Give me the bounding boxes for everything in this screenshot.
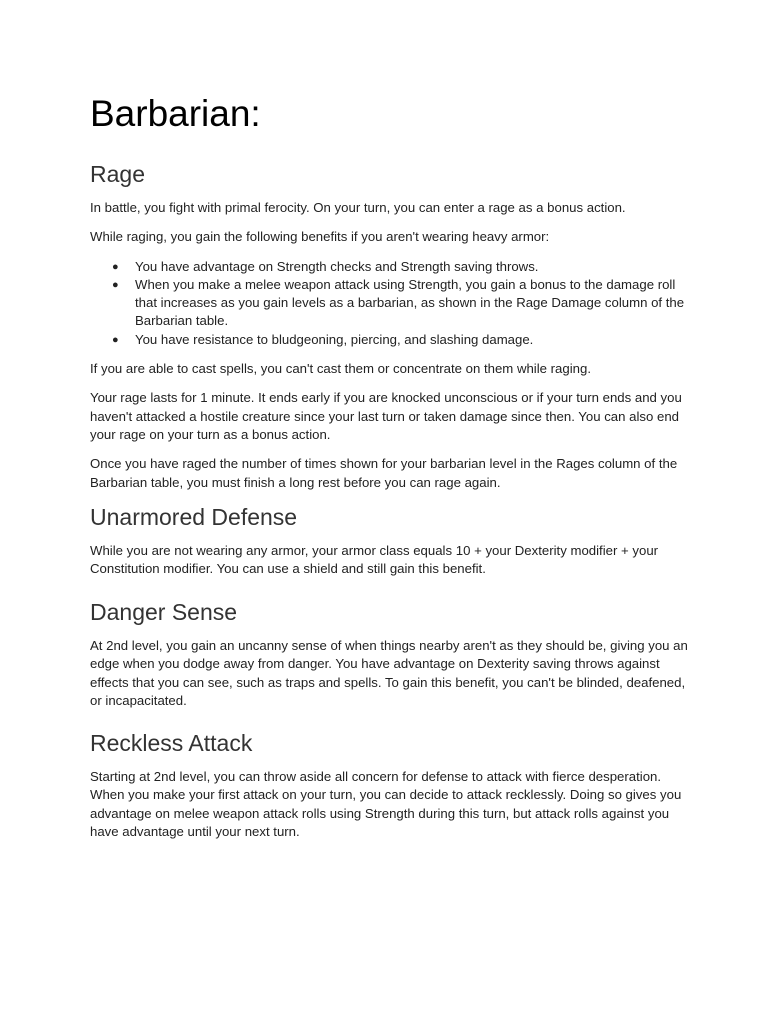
section-heading: Rage — [90, 161, 145, 187]
section-heading: Danger Sense — [90, 599, 238, 625]
paragraph: Once you have raged the number of times shown for your barbarian level in the Rages column of the Barbarian table, you must finish a long rest before you can rage again. — [90, 456, 678, 490]
paragraph: In battle, you fight with primal ferocity. On your turn, you can enter a rage as a bonus action. — [90, 200, 626, 215]
bullet-icon: ● — [112, 278, 119, 291]
paragraph: Starting at 2nd level, you can throw aside all concern for defense to attack with fierce desperation. When you make your first attack on your turn, you can decide to attack recklessly. Doing so gives you advantage on melee weapon attack rolls using Strength during this turn, but attack rolls against you have advantage until your next turn. — [90, 769, 682, 839]
document-title: Barbarian: — [90, 93, 261, 134]
paragraph: If you are able to cast spells, you can't cast them or concentrate on them while raging. — [90, 361, 591, 377]
paragraph: While you are not wearing any armor, your armor class equals 10 + your Dexterity modifier + your Constitution modifier. You can use a shield and still gain this benefit. — [90, 543, 659, 577]
section-heading: Unarmored Defense — [90, 504, 298, 530]
list-item — [112, 276, 690, 331]
paragraph: Your rage lasts for 1 minute. It ends early if you are knocked unconscious or if your turn ends and you haven't attacked a hostile creature since your last turn or taken damage since then. You can also end your rage on your turn as a bonus action. — [90, 390, 682, 442]
bullet-icon: ● — [112, 333, 119, 346]
list-item-text: You have advantage on Strength checks and Strength saving throws. — [135, 258, 539, 274]
bullet-list — [90, 258, 690, 349]
section-unarmored-defense — [90, 503, 690, 590]
section-danger-sense — [90, 598, 690, 721]
section-rage — [90, 160, 690, 503]
paragraph: While raging, you gain the following benefits if you aren't wearing heavy armor: — [90, 229, 550, 245]
list-item — [112, 258, 690, 276]
paragraph: At 2nd level, you gain an uncanny sense of when things nearby aren't as they should be, giving you an edge when you dodge away from danger. You have advantage on Dexterity saving throws against effects that you can see, such as traps and spells. To gain this benefit, you can't be blinded, deafened, or incapacitated. — [90, 638, 688, 708]
section-reckless-attack — [90, 729, 690, 852]
list-item — [112, 331, 690, 349]
bullet-icon: ● — [112, 260, 119, 273]
section-heading: Reckless Attack — [90, 730, 253, 756]
list-item-text: You have resistance to bludgeoning, piercing, and slashing damage. — [135, 331, 534, 347]
list-item-text: When you make a melee weapon attack using Strength, you gain a bonus to the damage roll that increases as you gain levels as a barbarian, as shown in the Rage Damage column of the Barbarian table. — [135, 276, 685, 329]
